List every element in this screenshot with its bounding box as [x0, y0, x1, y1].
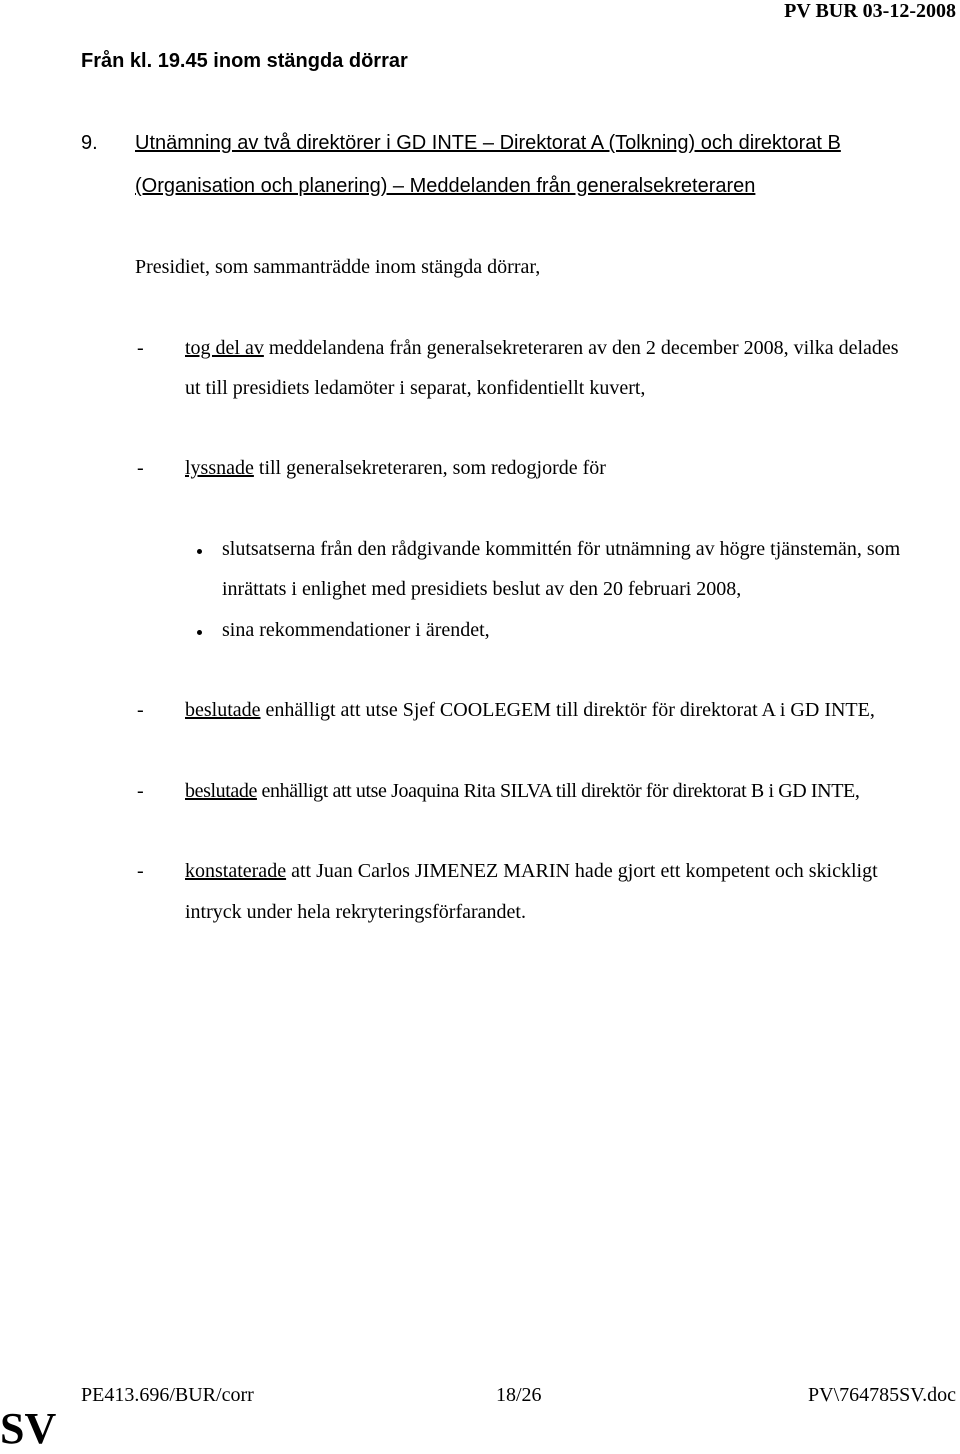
intro-text: Presidiet, som sammanträdde inom stängda dörrar, — [135, 256, 541, 278]
point-text: till generalsekreteraren, som redogjorde för — [253, 457, 606, 479]
point-line — [185, 780, 859, 803]
language-code: SV — [0, 1404, 57, 1453]
item-number: 9. — [81, 132, 98, 154]
point-dash: - — [137, 699, 144, 721]
point-text: enhälligt att utse Sjef COOLEGEM till direktör för direktorat A i GD INTE, — [260, 699, 875, 721]
point-text: enhälligt att utse Joaquina Rita SILVA till direktör för direktorat B i GD INTE, — [256, 780, 860, 802]
point-line — [185, 337, 899, 360]
bullet-item: sina rekommendationer i ärendet, — [222, 619, 490, 641]
point-line — [185, 860, 878, 883]
footer-page-number: 18/26 — [496, 1384, 542, 1406]
bullet-dot — [197, 630, 202, 635]
point-continuation: ut till presidiets ledamöter i separat, konfidentiellt kuvert, — [185, 377, 646, 399]
point-continuation: intryck under hela rekryteringsförfarandet. — [185, 901, 526, 923]
footer-reference: PE413.696/BUR/corr — [81, 1384, 254, 1406]
point-text: att Juan Carlos JIMENEZ MARIN hade gjort ett kompetent och skickligt — [286, 860, 878, 882]
point-line — [185, 699, 875, 722]
point-verb: konstaterade — [185, 860, 287, 882]
point-dash: - — [137, 780, 144, 802]
bullet-item: slutsatserna från den rådgivande kommittén för utnämning av högre tjänstemän, som — [222, 538, 901, 560]
point-line — [185, 457, 606, 480]
item-title-line1: Utnämning av två direktörer i GD INTE – Direktorat A (Tolkning) och direktorat B — [135, 132, 841, 154]
session-heading: Från kl. 19.45 inom stängda dörrar — [81, 50, 408, 72]
point-verb: beslutade — [185, 780, 257, 802]
point-verb: tog del av — [185, 337, 264, 359]
point-dash: - — [137, 860, 144, 882]
point-dash: - — [137, 337, 144, 359]
footer-filename: PV\764785SV.doc — [808, 1384, 956, 1406]
point-verb: beslutade — [185, 699, 261, 721]
document-reference: PV BUR 03-12-2008 — [784, 0, 956, 22]
bullet-dot — [197, 549, 202, 554]
bullet-item-continuation: inrättats i enlighet med presidiets beslut av den 20 februari 2008, — [222, 578, 742, 600]
point-text: meddelandena från generalsekreteraren av den 2 december 2008, vilka delades — [263, 337, 899, 359]
point-dash: - — [137, 457, 144, 479]
point-verb: lyssnade — [185, 457, 254, 479]
item-title-line2: (Organisation och planering) – Meddelanden från generalsekreteraren — [135, 175, 756, 197]
